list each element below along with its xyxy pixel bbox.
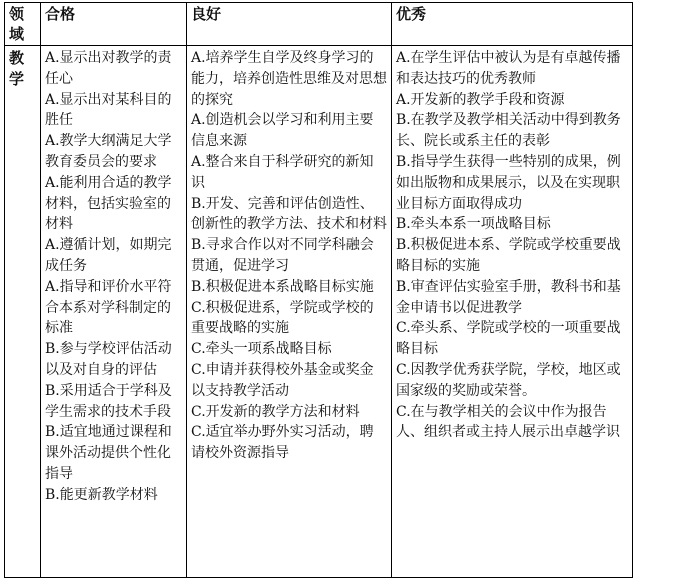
header-domain: 领域 [5, 3, 41, 46]
excellent-item: B.审查评估实验室手册，教科书和基金申请书以促进教学 [396, 278, 621, 316]
pass-item: B.参与学校评估活动以及对自身的评估 [45, 341, 172, 378]
good-item: C.申请并获得校外基金或奖金以支持教学活动 [191, 361, 374, 399]
pass-item: A.遵循计划，如期完成任务 [45, 237, 172, 274]
good-item: A.培养学生自学及终身学习的能力，培养创造性思维及对思想的探究 [191, 50, 387, 108]
table-row [5, 46, 633, 578]
good-item: B.开发、完善和评估创造性、创新性的教学方法、技术和材料 [191, 195, 387, 233]
excellent-item: B.在教学及教学相关活动中得到教务长、院长或系主任的表彰 [396, 112, 621, 150]
header-pass: 合格 [41, 3, 187, 46]
pass-item: B.适宜地通过课程和课外活动提供个性化指导 [45, 424, 172, 482]
excellent-item: C.因教学优秀获学院，学校，地区或国家级的奖励或荣誉。 [396, 361, 621, 399]
good-item: B.寻求合作以对不同学科融会贯通，促进学习 [191, 237, 374, 274]
pass-item: A.显示出对教学的责任心 [45, 50, 172, 87]
good-item: C.开发新的教学方法和材料 [191, 403, 360, 420]
excellent-item: B.牵头本系一项战略目标 [396, 216, 551, 233]
pass-item: A.教学大纲满足大学教育委员会的要求 [45, 133, 172, 170]
excellent-cell [392, 46, 633, 578]
pass-item: B.采用适合于学科及学生需求的技术手段 [45, 382, 172, 420]
good-item: A.创造机会以学习和利用主要信息来源 [191, 112, 374, 150]
good-item: C.积极促进系，学院或学校的重要战略的实施 [191, 299, 374, 337]
excellent-item: C.牵头系、学院或学校的一项重要战略目标 [396, 320, 621, 358]
good-item: A.整合来自于科学研究的新知识 [191, 153, 374, 191]
pass-item: A.显示出对某科目的胜任 [45, 91, 172, 129]
pass-item: A.能利用合适的教学材料，包括实验室的材料 [45, 174, 172, 233]
good-item: B.积极促进本系战略目标实施 [191, 278, 374, 295]
table-header-row [5, 3, 633, 46]
excellent-item: A.开发新的教学手段和资源 [396, 91, 565, 108]
excellent-item: A.在学生评估中被认为是有卓越传播和表达技巧的优秀教师 [396, 50, 621, 87]
header-excellent: 优秀 [392, 3, 633, 46]
evaluation-table [4, 2, 633, 578]
excellent-item: B.指导学生获得一些特别的成果，例如出版物和成果展示，以及在实现职业目标方面取得成功 [396, 153, 621, 212]
pass-cell [41, 46, 187, 578]
header-good: 良好 [187, 3, 392, 46]
good-item: C.牵头一项系战略目标 [191, 341, 332, 358]
pass-item: A.指导和评价水平符合本系对学科制定的标准 [45, 278, 172, 337]
excellent-item: B.积极促进本系、学院或学校重要战略目标的实施 [396, 237, 621, 274]
pass-item: B.能更新教学材料 [45, 486, 158, 503]
excellent-item: C.在与教学相关的会议中作为报告人、组织者或主持人展示出卓越学识 [396, 403, 620, 441]
domain-cell: 教学 [5, 46, 41, 578]
good-cell [187, 46, 392, 578]
good-item: C.适宜举办野外实习活动，聘请校外资源指导 [191, 424, 374, 462]
